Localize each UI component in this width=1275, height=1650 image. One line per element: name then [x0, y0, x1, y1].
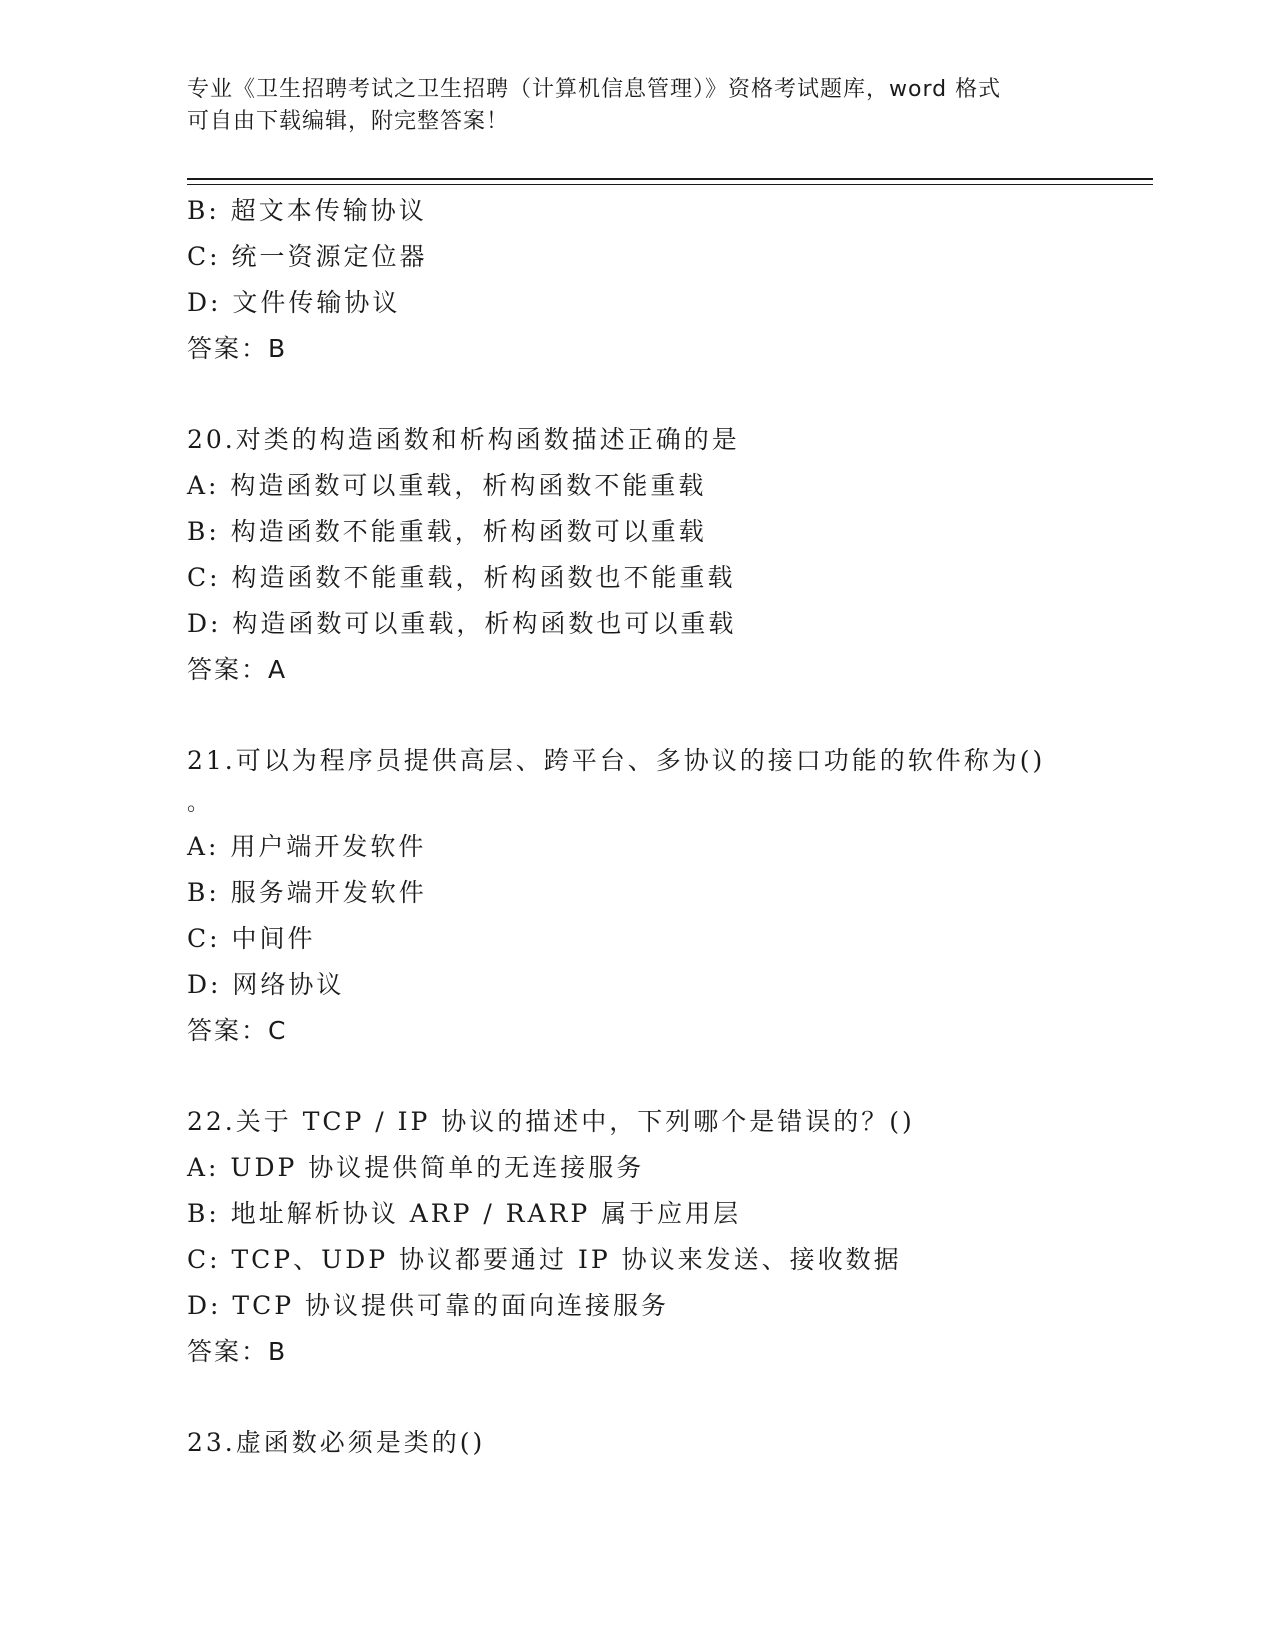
question-list [187, 188, 1107, 1466]
question-stem-continuation: 。 [187, 791, 210, 816]
answer-label: 答案：A [187, 655, 288, 684]
option-c: C: 构造函数不能重载，析构函数也不能重载 [187, 563, 736, 592]
question-stem: 21.可以为程序员提供高层、跨平台、多协议的接口功能的软件称为() [187, 746, 1046, 775]
option-b: B: 服务端开发软件 [187, 878, 427, 907]
question-20 [187, 417, 1107, 693]
option-d: D: 文件传输协议 [187, 288, 401, 317]
option-d: D: 构造函数可以重载，析构函数也可以重载 [187, 609, 737, 638]
question-stem: 23.虚函数必须是类的() [187, 1428, 486, 1457]
header-title-line-1: 专业《卫生招聘考试之卫生招聘（计算机信息管理）》资格考试题库，word 格式 [187, 77, 1002, 102]
option-d: D: TCP 协议提供可靠的面向连接服务 [187, 1291, 669, 1320]
question-stem: 20.对类的构造函数和析构函数描述正确的是 [187, 425, 740, 454]
spacer [187, 693, 1107, 738]
answer-label: 答案：B [187, 334, 288, 363]
option-c: C: 统一资源定位器 [187, 242, 428, 271]
option-d: D: 网络协议 [187, 970, 345, 999]
answer-label: 答案：C [187, 1016, 288, 1045]
spacer [187, 372, 1107, 417]
header-divider-thin [187, 184, 1153, 185]
question-19 [187, 188, 1107, 372]
question-21 [187, 738, 1107, 1054]
option-a: A: UDP 协议提供简单的无连接服务 [187, 1153, 645, 1182]
question-stem: 22.关于 TCP / IP 协议的描述中，下列哪个是错误的？() [187, 1107, 915, 1136]
header-divider-thick [187, 178, 1153, 180]
header-title-line-2: 可自由下载编辑，附完整答案！ [187, 109, 510, 134]
option-b: B: 超文本传输协议 [187, 196, 427, 225]
answer-label: 答案：B [187, 1337, 288, 1366]
option-b: B: 构造函数不能重载，析构函数可以重载 [187, 517, 707, 546]
document-header [187, 74, 1087, 138]
spacer [187, 1375, 1107, 1420]
option-b: B: 地址解析协议 ARP / RARP 属于应用层 [187, 1199, 742, 1228]
question-22 [187, 1099, 1107, 1375]
question-23 [187, 1420, 1107, 1466]
spacer [187, 1054, 1107, 1099]
option-a: A: 用户端开发软件 [187, 832, 427, 861]
option-a: A: 构造函数可以重载，析构函数不能重载 [187, 471, 707, 500]
option-c: C: TCP、UDP 协议都要通过 IP 协议来发送、接收数据 [187, 1245, 902, 1274]
option-c: C: 中间件 [187, 924, 316, 953]
